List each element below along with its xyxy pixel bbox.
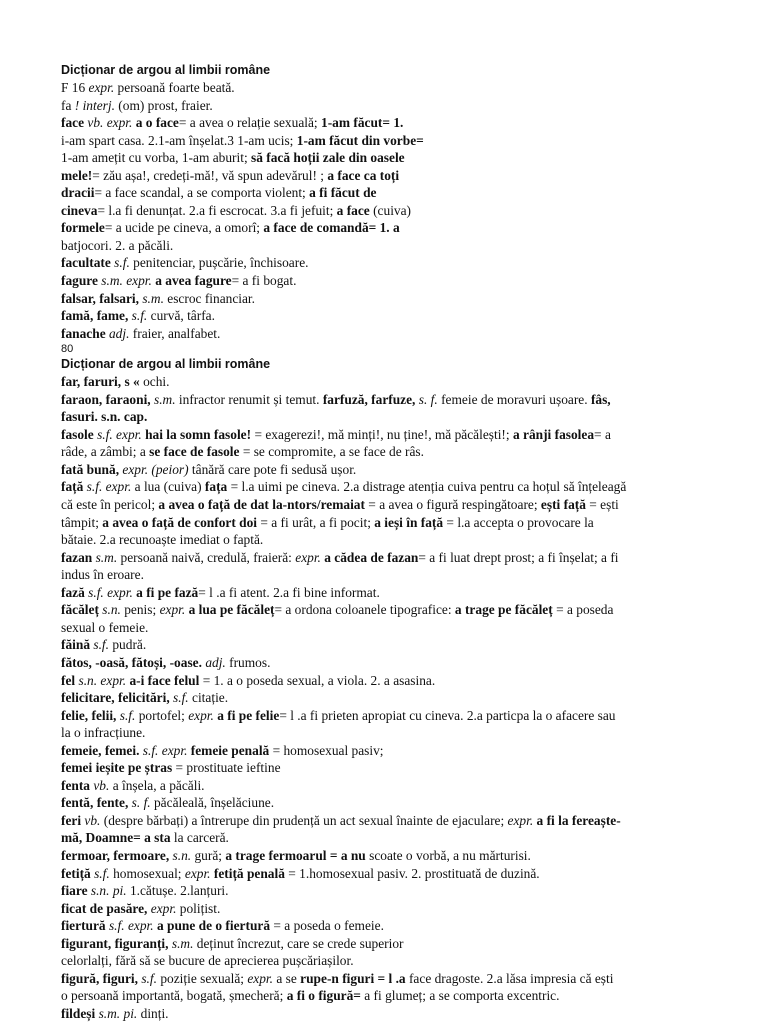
grammar-label: vb. bbox=[84, 812, 101, 828]
grammar-label: s.f. bbox=[93, 637, 110, 653]
definition-text: = a bbox=[594, 426, 611, 442]
headword-text: fiertură bbox=[61, 918, 109, 934]
grammar-label: s.m. bbox=[153, 391, 176, 407]
headword-text: fenta bbox=[61, 777, 94, 793]
section-header: Dicționar de argou al limbii române bbox=[61, 63, 271, 77]
entry-line bbox=[61, 219, 741, 237]
headword-text: fată bună, bbox=[61, 461, 123, 477]
entry-line bbox=[61, 184, 741, 202]
definition-text: = a fi urât, a fi pocit; bbox=[257, 514, 375, 530]
headword-text: dracii bbox=[61, 185, 95, 201]
entry-line bbox=[61, 724, 741, 742]
entry-line bbox=[61, 707, 741, 725]
entry-line bbox=[61, 865, 741, 883]
headword-text: fanache bbox=[61, 325, 109, 341]
headword-text: față bbox=[61, 479, 87, 495]
headword-text: a fi făcut de bbox=[309, 185, 377, 201]
definition-text: 1-am amețit cu vorba, 1-am aburit; bbox=[61, 150, 252, 166]
definition-text: dinți. bbox=[137, 1005, 169, 1021]
headword-text: felie, felii, bbox=[61, 707, 120, 723]
headword-text: a o face bbox=[132, 115, 179, 131]
definition-text: = prostituate ieftine bbox=[172, 760, 281, 776]
definition-text: deținut încrezut, care se crede superior bbox=[193, 935, 404, 951]
entry-line bbox=[61, 478, 741, 496]
entries-block bbox=[61, 373, 741, 1022]
definition-text: = a fi bogat. bbox=[231, 273, 297, 289]
grammar-label: s.f. expr. bbox=[88, 584, 133, 600]
definition-text: bătaie. 2.a recunoaște imediat o faptă. bbox=[61, 532, 264, 548]
grammar-label: s.n. pi. bbox=[90, 883, 127, 899]
entry-line bbox=[61, 426, 741, 444]
grammar-label: s.f. bbox=[141, 970, 157, 986]
headword-text: fagure bbox=[61, 273, 102, 289]
headword-text: să facă hoții zale din oasele bbox=[251, 150, 405, 166]
definition-text: = l.a accepta o provocare la bbox=[443, 514, 594, 530]
headword-text: figură, figuri, bbox=[61, 970, 142, 986]
definition-text: (om) prost, fraier. bbox=[114, 97, 213, 113]
entry-line bbox=[61, 149, 741, 167]
definition-text: pudră. bbox=[109, 637, 147, 653]
headword-text: far, faruri, s « bbox=[61, 374, 140, 390]
headword-text: a trage fermoarul = a nu bbox=[225, 847, 366, 863]
headword-text: a face de comandă= 1. a bbox=[263, 220, 400, 236]
definition-text: (despre bărbați) a întrerupe din prudență un act sexual înainte de ejaculare; bbox=[100, 812, 508, 828]
grammar-label: vb. expr. bbox=[87, 115, 133, 131]
entry-line bbox=[61, 167, 741, 185]
definition-text: = l.a uimi pe cineva. 2.a distrage atenția cuiva pentru ca hoțul să înțeleagă bbox=[227, 479, 627, 495]
definition-text: 1.cătușe. 2.lanțuri. bbox=[126, 883, 229, 899]
definition-text: persoană naivă, credulă, fraieră: bbox=[117, 549, 296, 565]
entry-line bbox=[61, 325, 741, 343]
entry-line bbox=[61, 254, 741, 272]
headword-text: a cădea de fazan bbox=[320, 549, 419, 565]
grammar-label: expr. bbox=[295, 549, 321, 565]
definition-text: fraier, analfabet. bbox=[129, 325, 221, 341]
definition-text: a lua (cuiva) bbox=[131, 479, 205, 495]
grammar-label: s.f. bbox=[114, 255, 130, 271]
entry-line bbox=[61, 759, 741, 777]
grammar-label: ! interj. bbox=[74, 97, 115, 113]
headword-text: fentă, fente, bbox=[61, 795, 132, 811]
headword-text: a pune de o fiertură bbox=[153, 918, 271, 934]
definition-text: păcăleală, înșelăciune. bbox=[150, 795, 275, 811]
headword-text: falsar, falsari, bbox=[61, 290, 143, 306]
headword-text: a face ca toți bbox=[327, 167, 400, 183]
definition-text: = exagerezi!, mă minți!, nu ține!, mă păcălești!; bbox=[251, 426, 513, 442]
entry-line bbox=[61, 1005, 741, 1023]
entry-line bbox=[61, 272, 741, 290]
definition-text: = 1.homosexual pasiv. 2. prostituată de duzină. bbox=[284, 865, 540, 881]
grammar-label: expr. (peior) bbox=[122, 461, 189, 477]
headword-text: famă, fame, bbox=[61, 308, 132, 324]
grammar-label: s.f. bbox=[119, 707, 136, 723]
definition-text: = l .a fi atent. 2.a fi bine informat. bbox=[198, 584, 380, 600]
headword-text: a avea o față de dat la-ntors/remaiat bbox=[158, 497, 365, 513]
grammar-label: s.f. bbox=[173, 690, 189, 706]
headword-text: fildeși bbox=[61, 1005, 99, 1021]
headword-text: fiare bbox=[61, 883, 91, 899]
definition-text: frumos. bbox=[225, 654, 271, 670]
headword-text: a rânji fasolea bbox=[512, 426, 595, 442]
definition-text: sexual o femeie. bbox=[61, 619, 149, 635]
definition-text: F 16 bbox=[61, 80, 89, 95]
headword-text: fermoar, fermoare, bbox=[61, 847, 173, 863]
definition-text: = a avea o figură respingătoare; bbox=[364, 497, 541, 513]
grammar-label: expr. bbox=[150, 900, 177, 916]
entry-line bbox=[61, 917, 741, 935]
definition-text: curvă, târfa. bbox=[147, 308, 215, 324]
definition-text: = 1. a o poseda sexual, a viola. 2. a asasina. bbox=[199, 672, 436, 688]
headword-text: fasole bbox=[61, 426, 98, 442]
headword-text: a avea fagure bbox=[151, 273, 232, 289]
definition-text: celorlalți, fără să se bucure de aprecierea pușcăriașilor. bbox=[61, 953, 354, 969]
entry-line bbox=[61, 496, 741, 514]
entry-line bbox=[61, 601, 741, 619]
grammar-label: s.f. bbox=[131, 308, 148, 324]
headword-text: farfuză, farfuze, bbox=[322, 391, 419, 407]
definition-text: = l.a fi denunțat. 2.a fi escrocat. 3.a fi jefuit; bbox=[97, 202, 337, 218]
headword-text: feri bbox=[61, 812, 85, 828]
grammar-label: expr. bbox=[88, 80, 115, 95]
headword-text: femei ieșite pe ștras bbox=[61, 760, 173, 776]
headword-text: a fi pe felie bbox=[213, 707, 280, 723]
definition-text: tânără care pote fi sedusă ușor. bbox=[188, 461, 357, 477]
headword-text: făcăleț bbox=[61, 602, 103, 618]
entry-line bbox=[61, 794, 741, 812]
definition-text: polițist. bbox=[176, 900, 221, 916]
entry-line bbox=[61, 654, 741, 672]
headword-text: fazan bbox=[61, 549, 96, 565]
entry-line bbox=[61, 514, 741, 532]
definition-text: = a avea o relație sexuală; bbox=[178, 115, 322, 131]
entry-line bbox=[61, 636, 741, 654]
page-number: 80 bbox=[61, 343, 74, 356]
headword-text: felicitare, felicitări, bbox=[61, 690, 174, 706]
entry-line bbox=[61, 847, 741, 865]
grammar-label: expr. bbox=[184, 865, 211, 881]
grammar-label: expr. bbox=[247, 970, 273, 986]
entry-line bbox=[61, 829, 741, 847]
headword-text: a-i face felul bbox=[126, 672, 200, 688]
headword-text: hai la somn fasole! bbox=[141, 426, 252, 442]
entry-line bbox=[61, 742, 741, 760]
definition-text: = a face scandal, a se comporta violent; bbox=[94, 185, 310, 201]
headword-text: fasuri. s.n. cap. bbox=[61, 409, 148, 425]
entry-line bbox=[61, 549, 741, 567]
entry-line bbox=[61, 987, 741, 1005]
headword-text: 1-am făcut din vorbe= bbox=[296, 132, 424, 148]
entry-line bbox=[61, 952, 741, 970]
headword-text: figurant, figuranți, bbox=[61, 935, 172, 951]
headword-text: fâs, bbox=[590, 391, 611, 407]
headword-text: fel bbox=[61, 672, 79, 688]
headword-text: = a sta bbox=[133, 830, 171, 846]
headword-text: faraon, faraoni, bbox=[61, 391, 154, 407]
headword-text: a trage pe făcăleț bbox=[454, 602, 553, 618]
grammar-label: s.m. pi. bbox=[98, 1005, 138, 1021]
headword-text: fază bbox=[61, 584, 89, 600]
grammar-label: s.m. bbox=[142, 290, 164, 306]
entry-line bbox=[61, 237, 741, 255]
grammar-label: expr. bbox=[159, 602, 186, 618]
headword-text: formele bbox=[61, 220, 105, 236]
headword-text: ești față bbox=[540, 497, 586, 513]
headword-text: mă, Doamne bbox=[61, 830, 134, 846]
definition-text: scoate o vorbă, a nu mărturisi. bbox=[365, 847, 531, 863]
headword-text: cineva bbox=[61, 202, 98, 218]
definition-text: indus în eroare. bbox=[61, 567, 144, 583]
headword-text: fetiță penală bbox=[210, 865, 285, 881]
definition-text: poziție sexuală; bbox=[156, 970, 248, 986]
entry-line bbox=[61, 307, 741, 325]
definition-text: tâmpit; bbox=[61, 514, 103, 530]
grammar-label: s.f. expr. bbox=[108, 918, 154, 934]
entry-line bbox=[61, 408, 741, 426]
definition-text: ochi. bbox=[139, 374, 170, 390]
entry-line bbox=[61, 777, 741, 795]
grammar-label: s.m. bbox=[171, 935, 194, 951]
entry-line bbox=[61, 461, 741, 479]
headword-text: rupe-n figuri = l .a bbox=[300, 970, 406, 986]
entry-line bbox=[61, 584, 741, 602]
entry-line bbox=[61, 290, 741, 308]
headword-text: a face bbox=[336, 202, 370, 218]
definition-text: la o infracțiune. bbox=[61, 725, 146, 741]
grammar-label: adj. bbox=[108, 325, 130, 341]
definition-text: = a poseda bbox=[552, 602, 614, 618]
definition-text: face dragoste. 2.a lăsa impresia că ești bbox=[405, 970, 614, 986]
entries-block bbox=[61, 79, 741, 342]
definition-text: escroc financiar. bbox=[163, 290, 256, 306]
definition-text: = a ordona coloanele tipografice: bbox=[274, 602, 455, 618]
grammar-label: s.m. bbox=[95, 549, 118, 565]
definition-text: la carceră. bbox=[170, 830, 229, 846]
headword-text: face bbox=[61, 115, 88, 131]
entry-line bbox=[61, 882, 741, 900]
entry-line bbox=[61, 566, 741, 584]
definition-text: a se bbox=[273, 970, 301, 986]
headword-text: făină bbox=[61, 637, 94, 653]
entry-line bbox=[61, 900, 741, 918]
headword-text: femeie penală bbox=[187, 742, 270, 758]
page-content bbox=[61, 62, 741, 1022]
grammar-label: vb. bbox=[93, 777, 110, 793]
entry-line bbox=[61, 132, 741, 150]
headword-text: a avea o față de confort doi bbox=[102, 514, 258, 530]
definition-text: infractor renumit și temut. bbox=[175, 391, 323, 407]
headword-text: fața bbox=[204, 479, 228, 495]
entry-line bbox=[61, 79, 741, 97]
headword-text: facultate bbox=[61, 255, 115, 271]
definition-text: o persoană importantă, bogată, șmecheră; bbox=[61, 988, 287, 1004]
definition-text: femeie de moravuri ușoare. bbox=[437, 391, 591, 407]
grammar-label: expr. bbox=[507, 812, 534, 828]
definition-text: = homosexual pasiv; bbox=[269, 742, 384, 758]
definition-text: = l .a fi prieten apropiat cu cineva. 2.a particpa la o afacere sau bbox=[279, 707, 616, 723]
definition-text: citație. bbox=[188, 690, 229, 706]
headword-text: a fi o figură= bbox=[286, 988, 361, 1004]
headword-text: a ieși în față bbox=[374, 514, 444, 530]
grammar-label: adj. bbox=[205, 654, 226, 670]
grammar-label: s.m. expr. bbox=[101, 273, 152, 289]
definition-text: = se compromite, a se face de râs. bbox=[239, 444, 424, 460]
entry-line bbox=[61, 373, 741, 391]
grammar-label: s.f. expr. bbox=[86, 479, 132, 495]
definition-text: batjocori. 2. a păcăli. bbox=[61, 237, 174, 253]
grammar-label: s. f. bbox=[418, 391, 438, 407]
entry-line bbox=[61, 97, 741, 115]
definition-text: = zău așa!, credeți-mă!, vă spun adevărul! ; bbox=[92, 167, 328, 183]
grammar-label: s.f. expr. bbox=[142, 742, 188, 758]
definition-text: a înșela, a păcăli. bbox=[109, 777, 205, 793]
definition-text: = a poseda o femeie. bbox=[270, 918, 384, 934]
definition-text: homosexual; bbox=[109, 865, 185, 881]
headword-text: se face de fasole bbox=[149, 444, 240, 460]
entry-line bbox=[61, 970, 741, 988]
grammar-label: s.n. bbox=[102, 602, 121, 618]
headword-text: mele! bbox=[61, 167, 93, 183]
headword-text: ficat de pasăre, bbox=[61, 900, 151, 916]
entry-line bbox=[61, 812, 741, 830]
definition-text: (cuiva) bbox=[369, 202, 412, 218]
entry-line bbox=[61, 935, 741, 953]
definition-text: gură; bbox=[191, 847, 226, 863]
grammar-label: s.n. expr. bbox=[78, 672, 127, 688]
entry-line bbox=[61, 619, 741, 637]
entry-line bbox=[61, 672, 741, 690]
definition-text: i-am spart casa. 2.1-am înșelat.3 1-am ucis; bbox=[61, 132, 297, 148]
definition-text: a fi glumeț; a se comporta excentric. bbox=[360, 988, 560, 1004]
definition-text: portofel; bbox=[135, 707, 189, 723]
definition-text: = ești bbox=[585, 497, 619, 513]
entry-line bbox=[61, 531, 741, 549]
definition-text: fa bbox=[61, 97, 75, 113]
headword-text: a fi la fereaște- bbox=[533, 812, 621, 828]
headword-text: fetiță bbox=[61, 865, 95, 881]
entry-line bbox=[61, 391, 741, 409]
grammar-label: s.n. bbox=[172, 847, 192, 863]
grammar-label: s.f. bbox=[94, 865, 110, 881]
grammar-label: expr. bbox=[188, 707, 214, 723]
entry-line bbox=[61, 689, 741, 707]
definition-text: = a ucide pe cineva, a omorî; bbox=[104, 220, 264, 236]
definition-text: râde, a zâmbi; a bbox=[61, 444, 150, 460]
definition-text: = a fi luat drept prost; a fi înșelat; a fi bbox=[418, 549, 619, 565]
headword-text: a fi pe fază bbox=[132, 584, 199, 600]
definition-text: că este în pericol; bbox=[61, 497, 159, 513]
definition-text: penis; bbox=[120, 602, 160, 618]
grammar-label: s. f. bbox=[131, 795, 151, 811]
headword-text: a lua pe făcăleț bbox=[185, 602, 275, 618]
entry-line bbox=[61, 443, 741, 461]
entry-line bbox=[61, 114, 741, 132]
definition-text: persoană foarte beată. bbox=[114, 80, 235, 95]
definition-text: penitenciar, pușcărie, închisoare. bbox=[129, 255, 309, 271]
headword-text: femeie, femei. bbox=[61, 742, 143, 758]
grammar-label: s.f. expr. bbox=[97, 426, 142, 442]
section-header: Dicționar de argou al limbii române bbox=[61, 357, 271, 372]
entry-line bbox=[61, 202, 741, 220]
headword-text: fătos, -oasă, fătoși, -oase. bbox=[61, 654, 206, 670]
headword-text: 1-am făcut= 1. bbox=[321, 115, 404, 131]
